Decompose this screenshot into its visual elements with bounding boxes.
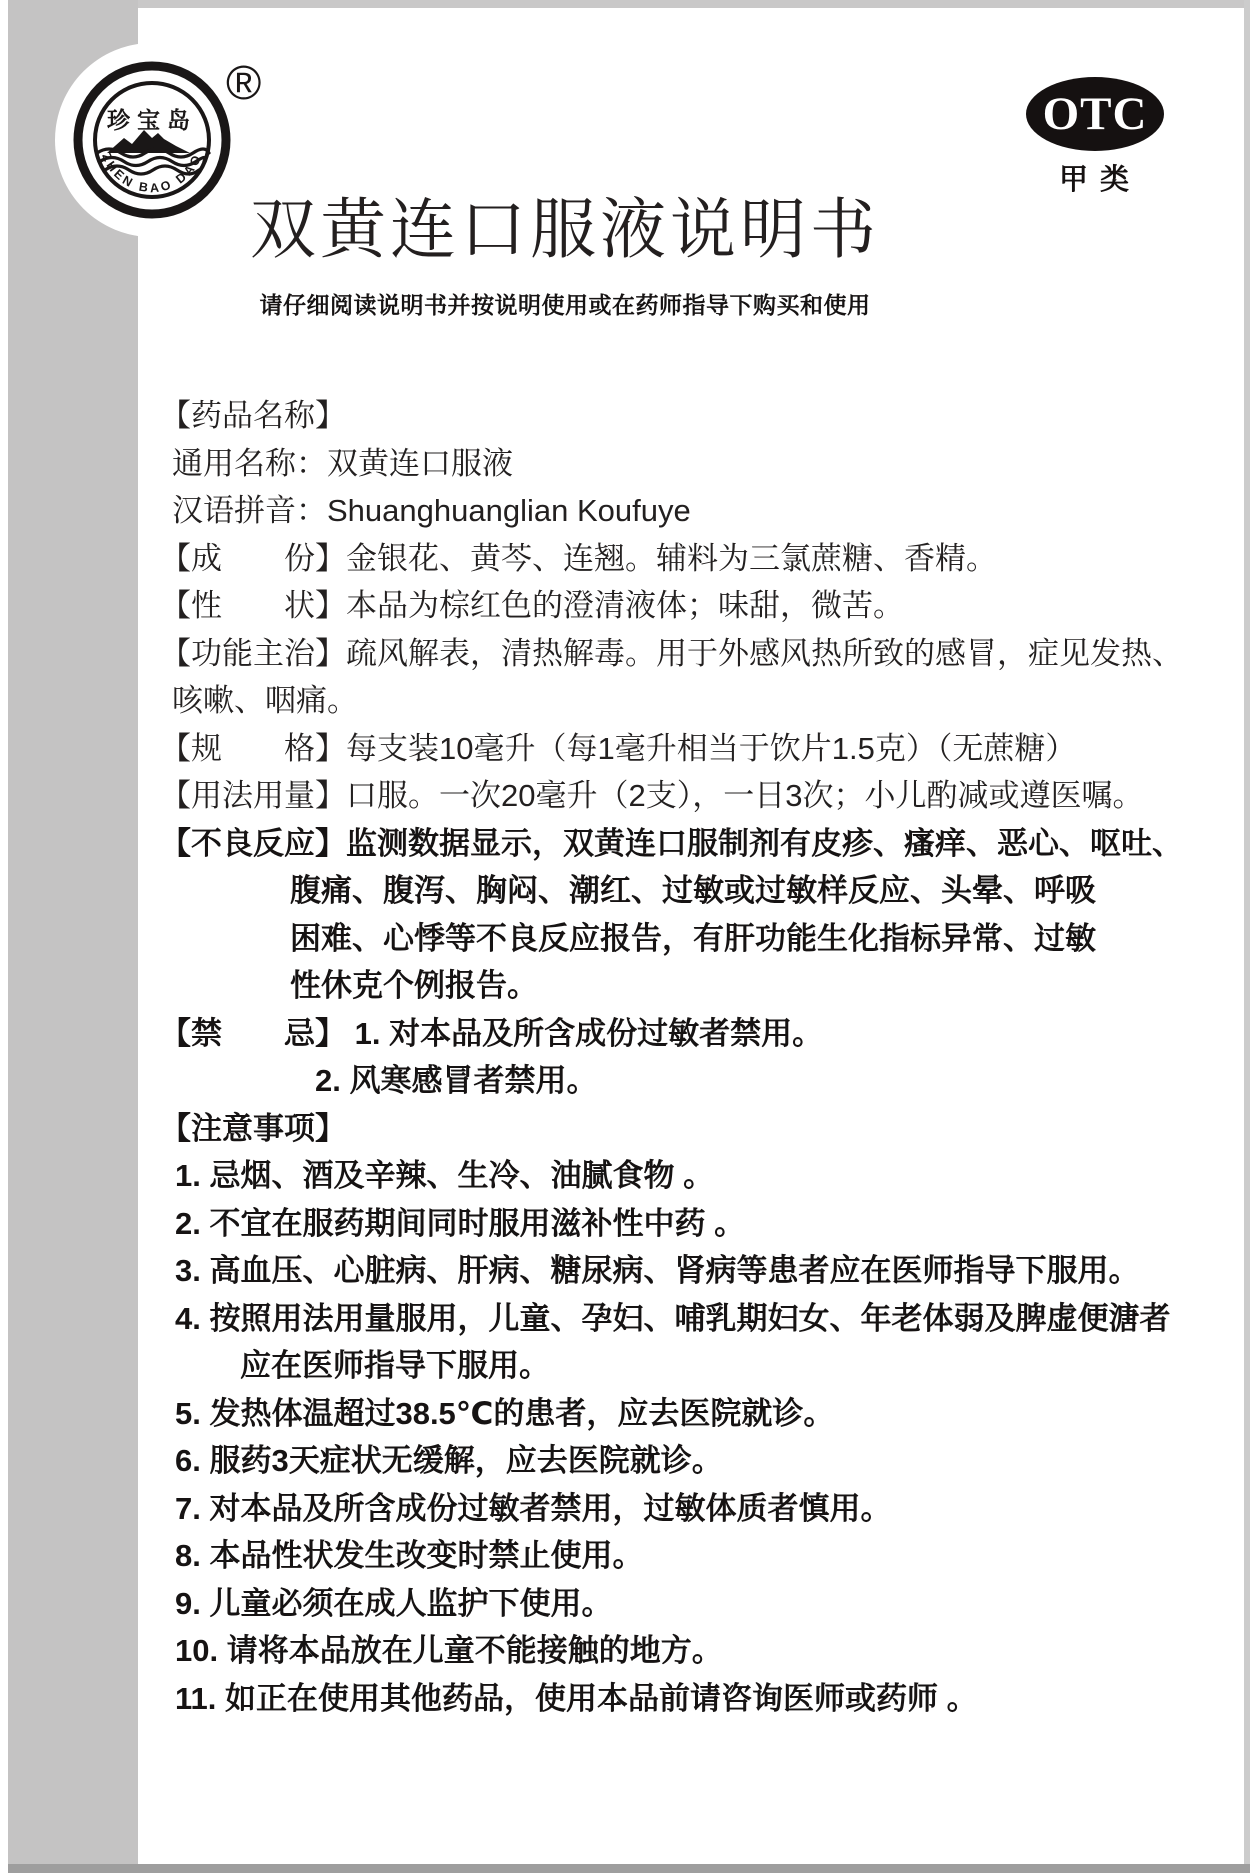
otc-label: OTC xyxy=(1042,88,1148,140)
registered-trademark-symbol: ® xyxy=(226,57,262,110)
otc-ellipse-icon xyxy=(1026,77,1164,151)
precaution-6: 6. 服药3天症状无缓解，应去医院就诊。 xyxy=(175,1443,723,1478)
generic-name: 通用名称：双黄连口服液 xyxy=(172,445,513,481)
section-ingredients: 【成 份】金银花、黄芩、连翘。辅料为三氯蔗糖、香精。 xyxy=(160,540,997,576)
section-precautions: 【注意事项】 xyxy=(160,1110,346,1146)
precaution-11: 11. 如正在使用其他药品，使用本品前请咨询医师或药师 。 xyxy=(175,1680,978,1716)
precaution-3: 3. 高血压、心脏病、肝病、糖尿病、肾病等患者应在医师指导下服用。 xyxy=(175,1253,1140,1288)
adverse-reactions-cont-3: 性休克个例报告。 xyxy=(290,968,538,1003)
adverse-reactions-cont-1: 腹痛、腹泻、胸闷、潮红、过敏或过敏样反应、头晕、呼吸 xyxy=(290,873,1096,908)
brand-logo-en-text: ZHEN BAO DAO xyxy=(99,150,205,196)
brand-logo-cn-text: 珍宝岛 xyxy=(107,107,197,133)
precaution-8: 8. 本品性状发生改变时禁止使用。 xyxy=(175,1538,644,1573)
precaution-9: 9. 儿童必须在成人监护下使用。 xyxy=(175,1585,613,1621)
title-block xyxy=(150,176,980,320)
left-gray-bar xyxy=(8,0,138,1864)
section-drug-name: 【药品名称】 xyxy=(160,398,346,433)
section-specification: 【规 格】每支装10毫升（每1毫升相当于饮片1.5克）（无蔗糖） xyxy=(160,730,1077,766)
precaution-4: 4. 按照用法用量服用，儿童、孕妇、哺乳期妇女、年老体弱及脾虚便溏者 xyxy=(175,1300,1171,1336)
precaution-5: 5. 发热体温超过38.5℃的患者，应去医院就诊。 xyxy=(175,1395,835,1431)
section-contraindications: 【禁 忌】 1. 对本品及所含成份过敏者禁用。 xyxy=(160,1015,824,1051)
page-title: 双黄连口服液说明书 xyxy=(250,194,880,267)
page-subtitle: 请仔细阅读说明书并按说明使用或在药师指导下购买和使用 xyxy=(259,292,871,318)
adverse-reactions-cont-2: 困难、心悸等不良反应报告，有肝功能生化指标异常、过敏 xyxy=(290,920,1096,956)
precaution-2: 2. 不宜在服药期间同时服用滋补性中药 。 xyxy=(175,1205,746,1241)
section-functions: 【功能主治】疏风解表，清热解毒。用于外感风热所致的感冒，症见发热、 xyxy=(160,635,1183,671)
section-character: 【性 状】本品为棕红色的澄清液体；味甜，微苦。 xyxy=(160,588,904,623)
section-dosage: 【用法用量】口服。一次20毫升（2支），一日3次；小儿酌减或遵医嘱。 xyxy=(160,778,1144,813)
right-border-bar xyxy=(1244,0,1250,1873)
precaution-10: 10. 请将本品放在儿童不能接触的地方。 xyxy=(175,1633,723,1668)
section-adverse-reactions: 【不良反应】监测数据显示，双黄连口服制剂有皮疹、瘙痒、恶心、呕吐、 xyxy=(160,825,1183,861)
precaution-4-cont: 应在医师指导下服用。 xyxy=(240,1348,550,1383)
body-lines xyxy=(160,392,1240,1722)
top-border-bar xyxy=(8,0,1250,8)
contraindications-item-2: 2. 风寒感冒者禁用。 xyxy=(315,1063,598,1098)
otc-category-label: 甲 类 xyxy=(1058,164,1132,196)
bottom-gray-bar xyxy=(8,1864,1250,1873)
precaution-7: 7. 对本品及所含成份过敏者禁用，过敏体质者慎用。 xyxy=(175,1490,892,1526)
otc-badge xyxy=(1026,77,1164,198)
section-functions-cont: 咳嗽、咽痛。 xyxy=(172,683,358,718)
precaution-1: 1. 忌烟、酒及辛辣、生冷、油腻食物 。 xyxy=(175,1158,715,1193)
pinyin-name: 汉语拼音：Shuanghuanglian Koufuye xyxy=(172,493,691,528)
